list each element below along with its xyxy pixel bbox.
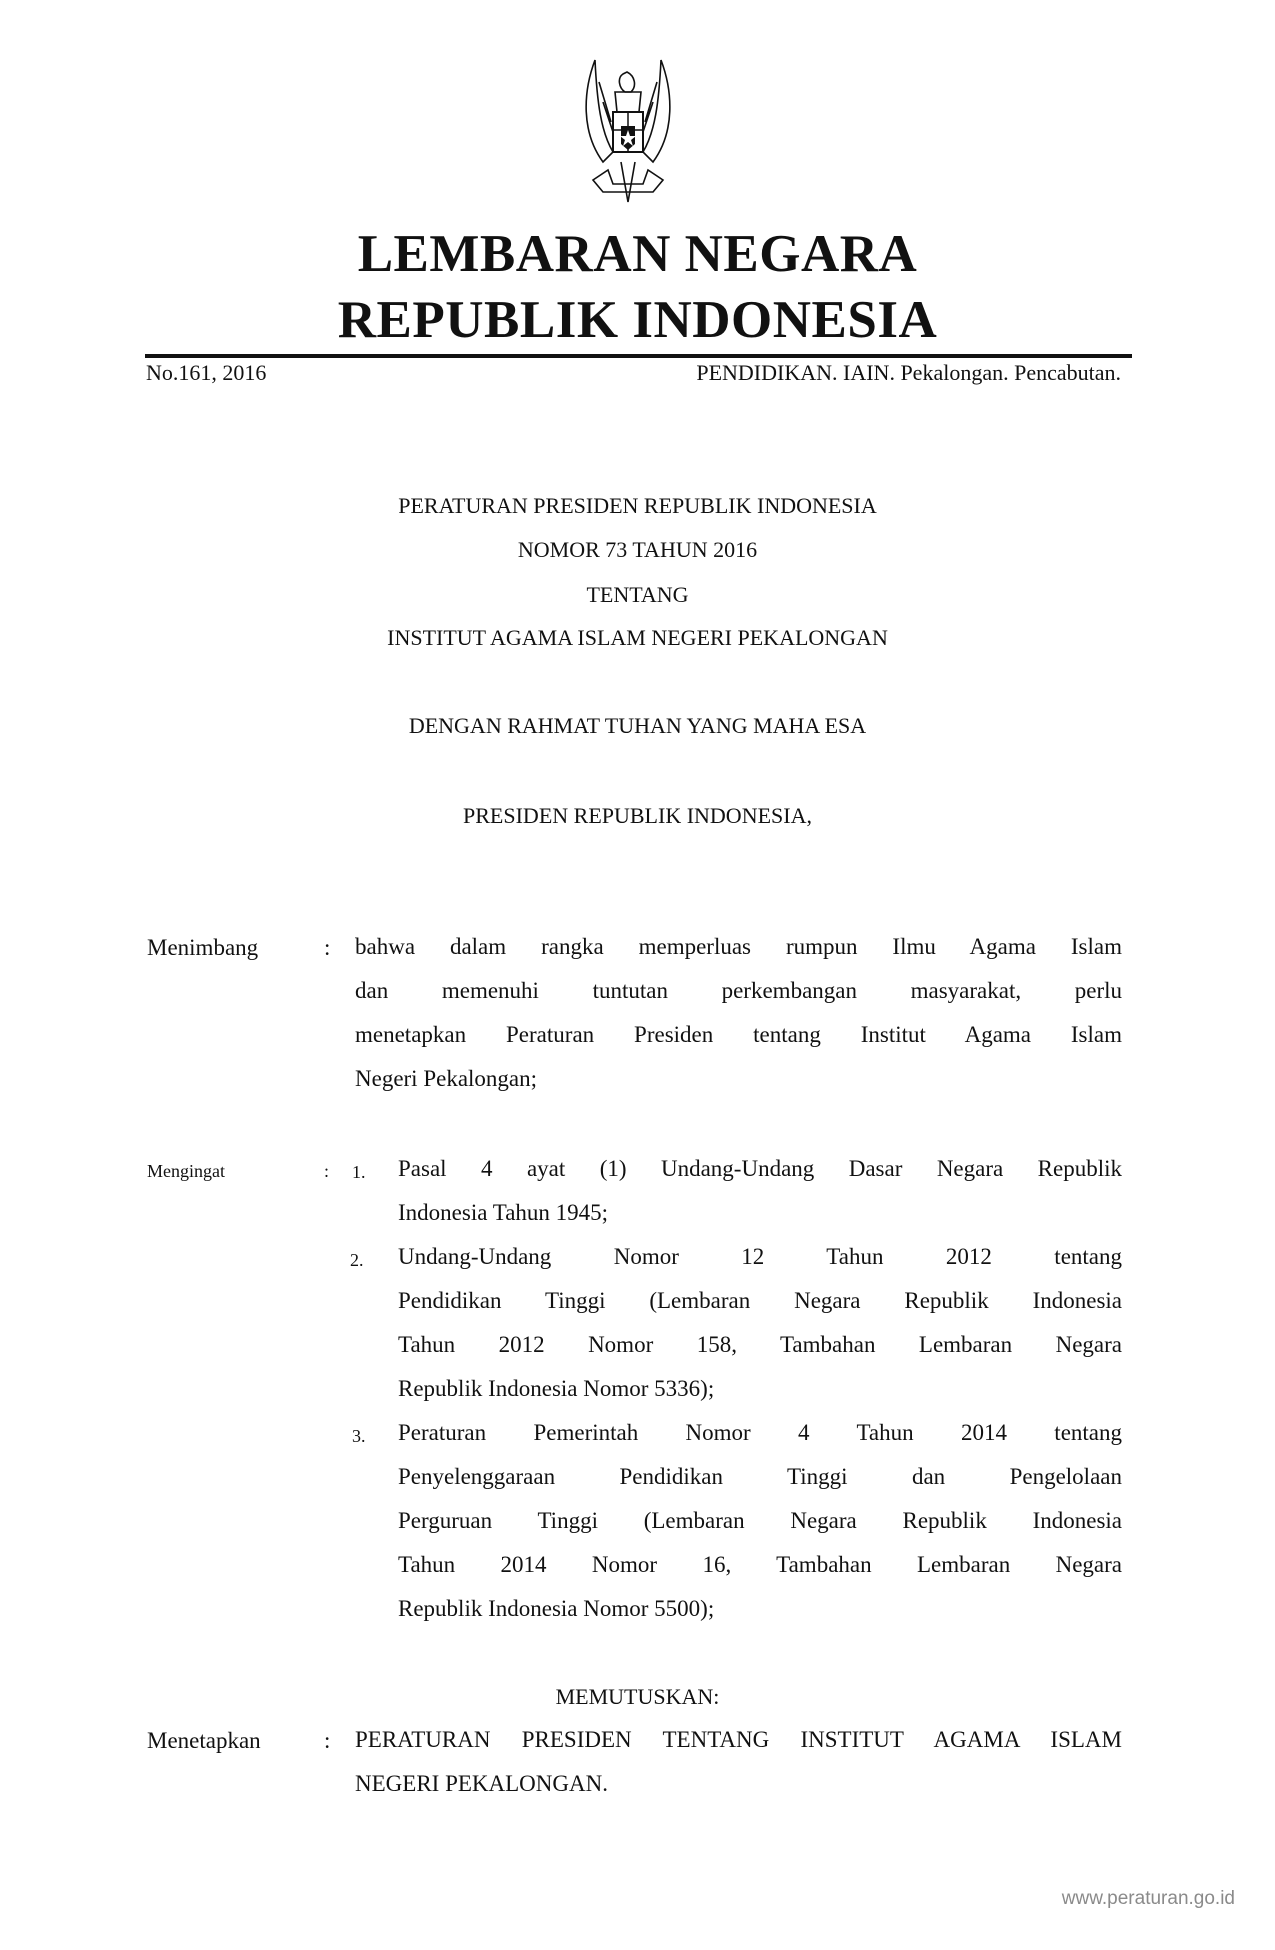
regulation-title: INSTITUT AGAMA ISLAM NEGERI PEKALONGAN <box>387 625 888 650</box>
mengingat-line: Perguruan Tinggi (Lembaran Negara Republik Indonesia <box>398 1508 1122 1533</box>
item-number: 1. <box>352 1162 366 1182</box>
gazette-subject: PENDIDIKAN. IAIN. Pekalongan. Pencabutan. <box>696 360 1121 385</box>
header-rule <box>145 354 1132 358</box>
mengingat-label: Mengingat <box>147 1161 225 1181</box>
regulation-about: TENTANG <box>586 582 689 607</box>
president-line: PRESIDEN REPUBLIK INDONESIA, <box>463 803 812 828</box>
mengingat-line: Penyelenggaraan Pendidikan Tinggi dan Pengelolaan <box>398 1464 1122 1489</box>
menimbang-line: menetapkan Peraturan Presiden tentang Institut Agama Islam <box>355 1022 1122 1047</box>
menimbang-line: Negeri Pekalongan; <box>355 1066 538 1091</box>
mengingat-line: Undang-Undang Nomor 12 Tahun 2012 tentang <box>398 1244 1122 1269</box>
menimbang-line: dan memenuhi tuntutan perkembangan masyarakat, perlu <box>355 978 1122 1003</box>
mengingat-line: Republik Indonesia Nomor 5336); <box>398 1376 715 1401</box>
menetapkan-label: Menetapkan <box>147 1728 261 1753</box>
memutuskan-heading: MEMUTUSKAN: <box>555 1684 720 1709</box>
mengingat-line: Republik Indonesia Nomor 5500); <box>398 1596 715 1621</box>
menimbang-colon: : <box>324 935 331 960</box>
gazette-title-line1: LEMBARAN NEGARA <box>357 225 918 283</box>
mengingat-line: Tahun 2012 Nomor 158, Tambahan Lembaran Negara <box>398 1332 1122 1357</box>
mengingat-line: Indonesia Tahun 1945; <box>398 1200 609 1225</box>
menetapkan-line: NEGERI PEKALONGAN. <box>355 1771 608 1796</box>
mengingat-line: Peraturan Pemerintah Nomor 4 Tahun 2014 tentang <box>398 1420 1122 1445</box>
menimbang-label: Menimbang <box>147 935 259 960</box>
gazette-number: No.161, 2016 <box>146 360 267 385</box>
mengingat-line: Tahun 2014 Nomor 16, Tambahan Lembaran Negara <box>398 1552 1122 1577</box>
garuda-emblem <box>553 52 703 210</box>
mengingat-colon: : <box>324 1161 330 1181</box>
menetapkan-line: PERATURAN PRESIDEN TENTANG INSTITUT AGAMA ISLAM <box>355 1727 1122 1752</box>
item-number: 3. <box>352 1426 366 1446</box>
menetapkan-colon: : <box>324 1728 331 1753</box>
mengingat-line: Pendidikan Tinggi (Lembaran Negara Republik Indonesia <box>398 1288 1122 1313</box>
invocation: DENGAN RAHMAT TUHAN YANG MAHA ESA <box>408 713 867 738</box>
website-watermark: www.peraturan.go.id <box>1061 1888 1235 1909</box>
menimbang-line: bahwa dalam rangka memperluas rumpun Ilmu Agama Islam <box>355 934 1122 959</box>
gazette-title-line2: REPUBLIK INDONESIA <box>337 291 938 349</box>
regulation-number: NOMOR 73 TAHUN 2016 <box>517 537 758 562</box>
item-number: 2. <box>350 1250 364 1270</box>
mengingat-line: Pasal 4 ayat (1) Undang-Undang Dasar Negara Republik <box>398 1156 1122 1181</box>
regulation-type: PERATURAN PRESIDEN REPUBLIK INDONESIA <box>398 493 877 518</box>
